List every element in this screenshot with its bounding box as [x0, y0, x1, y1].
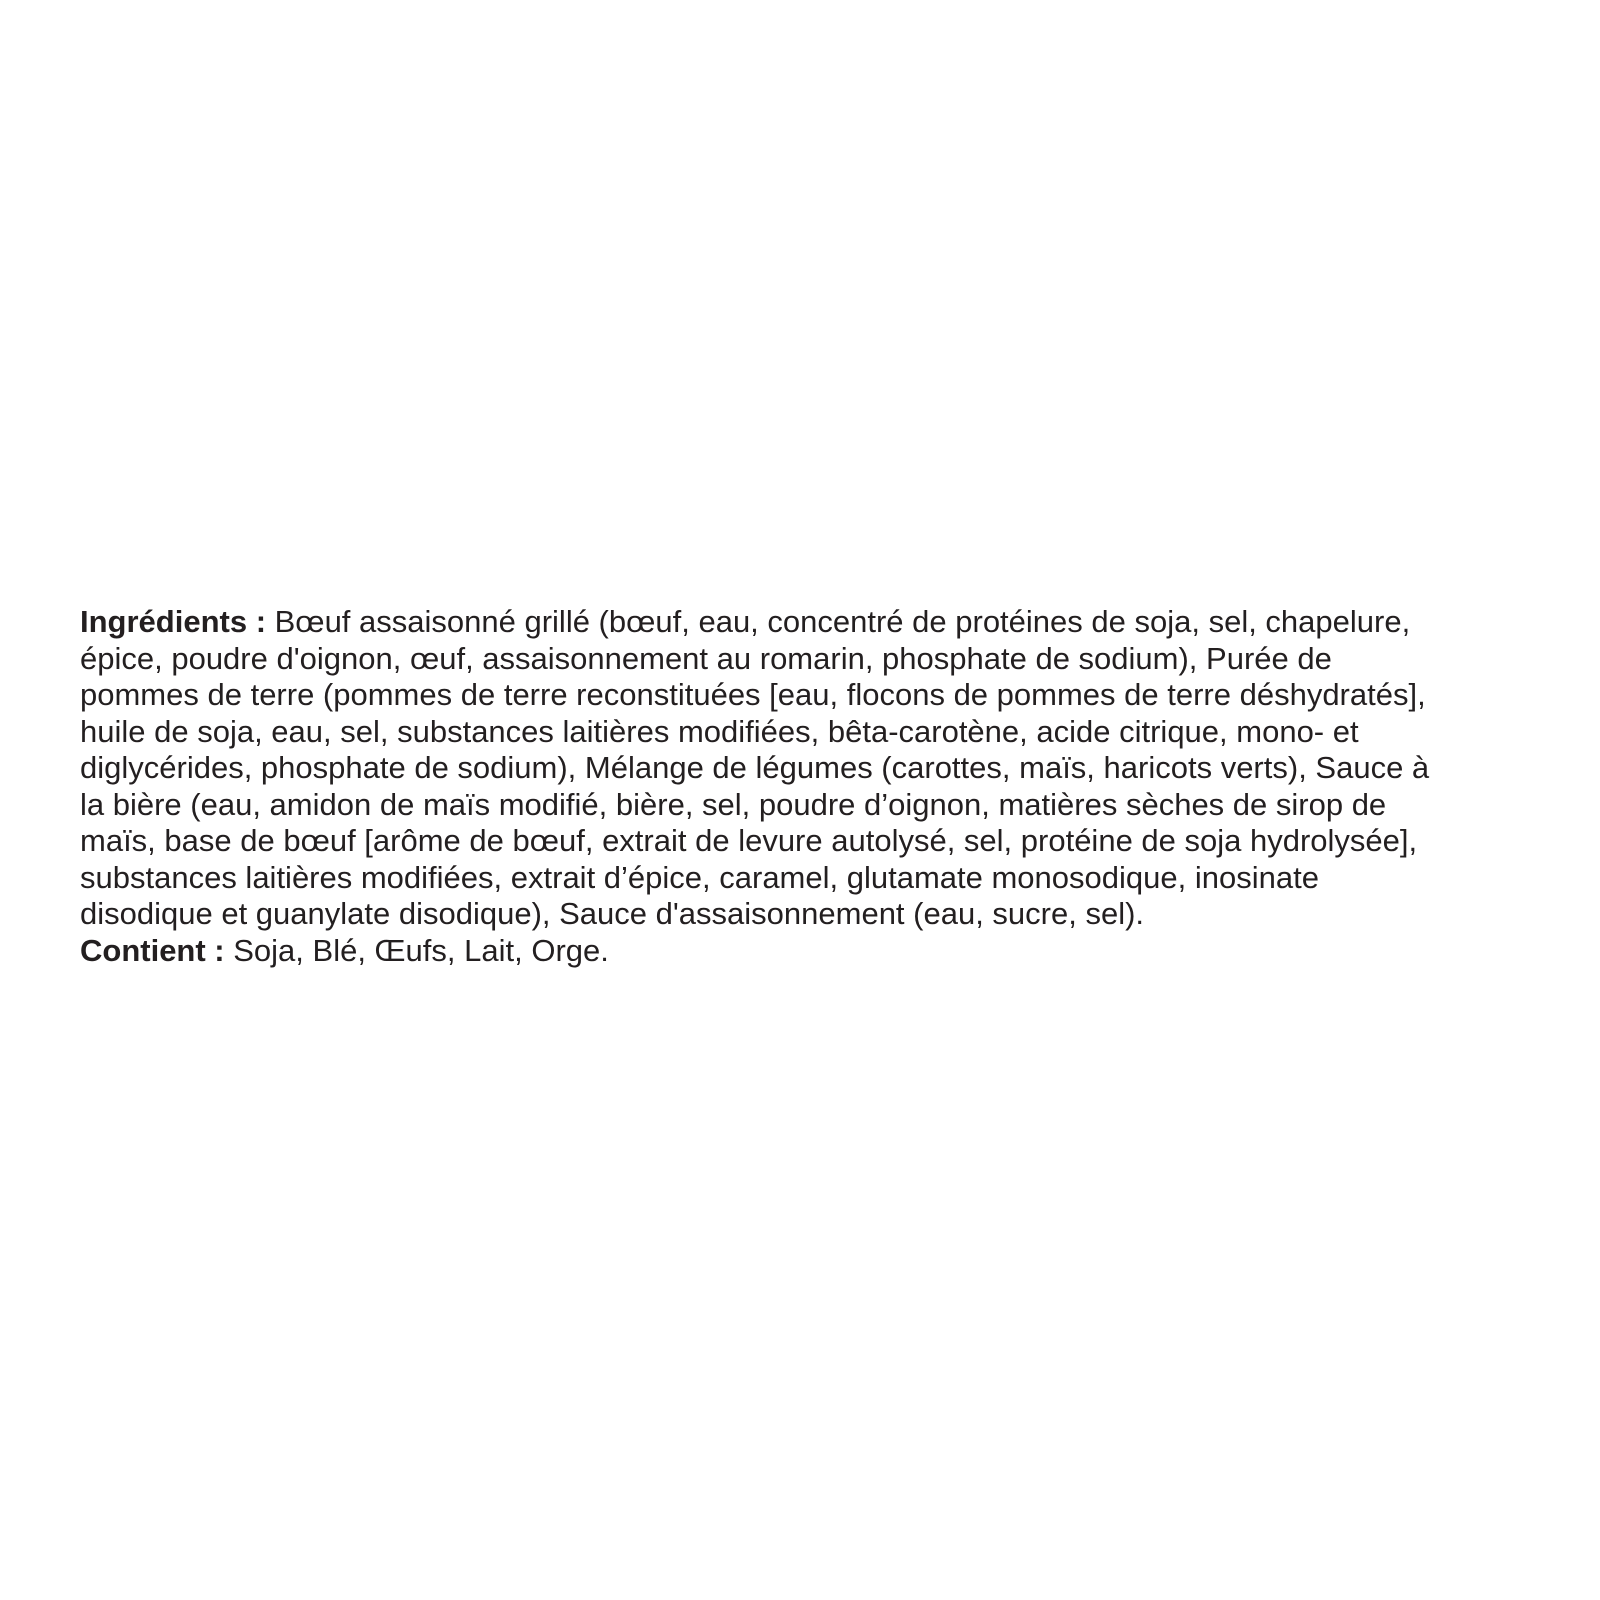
ingredients-line-4: huile de soja, eau, sel, substances laitières modifiées, bêta-carotène, acide citrique, mono- et [80, 713, 1359, 749]
ingredients-text-1: Bœuf assaisonné grillé (bœuf, eau, concentré de protéines de soja, sel, chapelure, [266, 604, 1411, 639]
ingredients-line-5: diglycérides, phosphate de sodium), Mélange de légumes (carottes, maïs, haricots verts), Sauce à [80, 750, 1430, 785]
ingredients-heading: Ingrédients : [80, 604, 267, 639]
contains-heading: Contient : [80, 932, 225, 968]
ingredients-line-3: pommes de terre (pommes de terre reconstituées [eau, flocons de pommes de terre déshydratés], [80, 677, 1426, 712]
ingredients-line-8: substances laitières modifiées, extrait d’épice, caramel, glutamate monosodique, inosinate [80, 859, 1319, 895]
ingredients-line-7: maïs, base de bœuf [arôme de bœuf, extrait de levure autolysé, sel, protéine de soja hydrolysée], [80, 823, 1418, 858]
ingredient-label [80, 604, 1560, 969]
contains-line [80, 933, 1560, 970]
ingredients-line-1 [80, 604, 1560, 641]
ingredients-line-6: la bière (eau, amidon de maïs modifié, bière, sel, poudre d’oignon, matières sèches de sirop de [80, 786, 1387, 822]
ingredients-line-2: épice, poudre d'oignon, œuf, assaisonnement au romarin, phosphate de sodium), Purée de [80, 640, 1332, 676]
contains-text: Soja, Blé, Œufs, Lait, Orge. [224, 932, 609, 968]
ingredients-line-9: disodique et guanylate disodique), Sauce d'assaisonnement (eau, sucre, sel). [80, 896, 1145, 931]
